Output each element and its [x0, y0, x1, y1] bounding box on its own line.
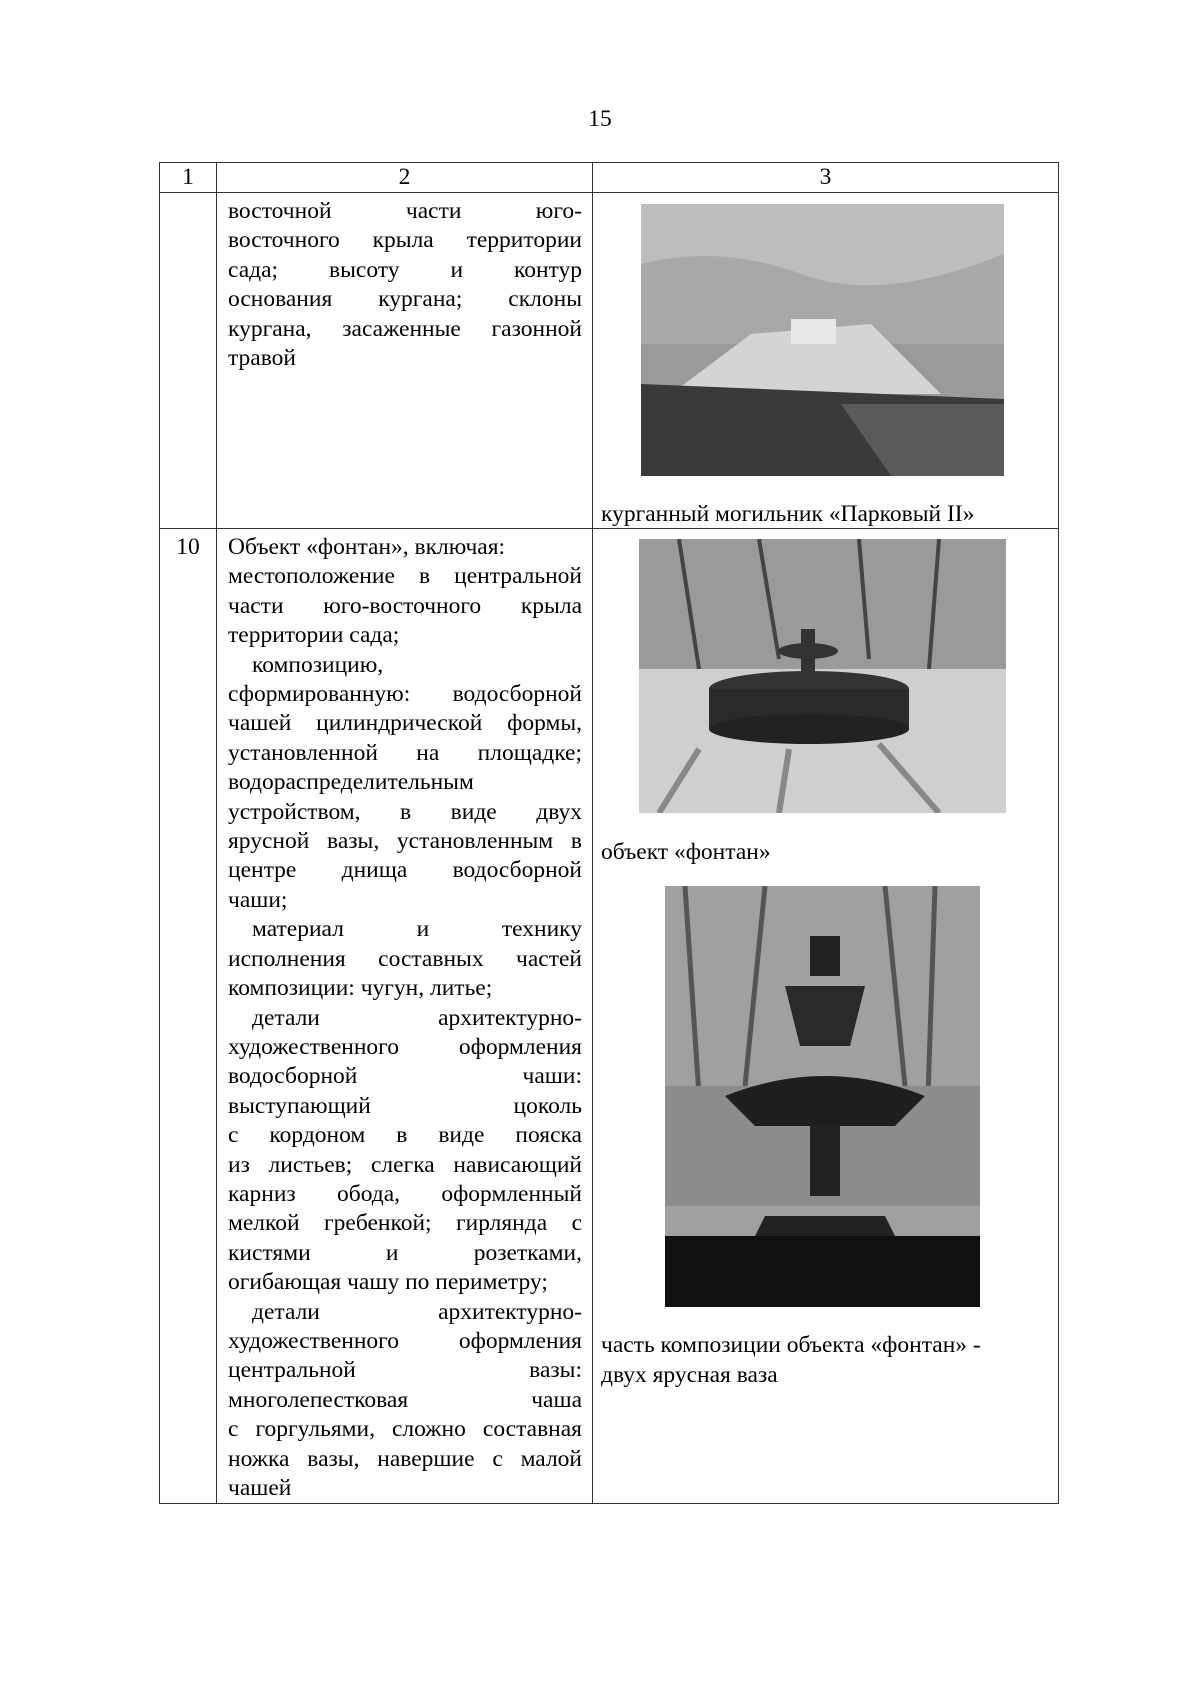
description-line: устройством, в виде двух [228, 798, 582, 825]
description-line: с кордоном в виде пояска [228, 1122, 582, 1149]
header-col-1: 1 [160, 163, 217, 193]
description-line: сформированную: водосборной [228, 681, 582, 708]
description-line: восточного крыла территории [228, 227, 582, 254]
description-line: части юго-восточного крыла [228, 592, 582, 619]
description-line: материал и технику [252, 916, 582, 943]
description-line: травой [228, 345, 296, 372]
description-line: композиции: чугун, литье; [228, 975, 493, 1002]
kurgan-caption: курганный могильник «Парковый II» [601, 501, 975, 527]
kurgan-photo [641, 204, 1004, 476]
description-line: Объект «фонтан», включая: [228, 534, 506, 560]
description-line: детали архитектурно- [252, 1004, 582, 1031]
table-header-row [160, 163, 1059, 193]
description-line: многолепестковая чаша [228, 1386, 582, 1413]
description-line: художественного оформления [228, 1033, 582, 1060]
description-line: детали архитектурно- [252, 1298, 582, 1325]
description-line: кистями и розетками, [228, 1239, 582, 1266]
description-line: выступающий цоколь [228, 1092, 582, 1119]
description-line: карниз обода, оформленный [228, 1180, 582, 1207]
row-number [160, 193, 217, 529]
description-line: восточной части юго- [228, 198, 582, 224]
description-line: местоположение в центральной [228, 563, 582, 590]
vase-caption-line: двух ярусная ваза [601, 1362, 778, 1388]
description-line: ножка вазы, навершие с малой [228, 1445, 582, 1472]
header-col-3: 3 [593, 163, 1059, 193]
description-line: основания кургана; склоны [228, 286, 582, 313]
header-col-2: 2 [217, 163, 593, 193]
description-line: из листьев; слегка нависающий [228, 1151, 582, 1178]
description-line: чашей [228, 1475, 292, 1501]
vase-caption-line: часть композиции объекта «фонтан» - [601, 1332, 981, 1358]
description-line: водораспределительным [228, 769, 474, 796]
description-line: чаши; [228, 886, 288, 913]
description-line: установленной на площадке; [228, 739, 582, 766]
description-line: сада; высоту и контур [228, 256, 582, 283]
description-line: центральной вазы: [228, 1357, 582, 1384]
fountain-caption: объект «фонтан» [601, 839, 771, 865]
description-line: мелкой гребенкой; гирлянда с [228, 1210, 582, 1237]
description-line: огибающая чашу по периметру; [228, 1269, 548, 1296]
row-description [217, 529, 593, 1504]
description-line: ярусной вазы, установленным в [228, 828, 582, 855]
description-line: с горгульями, сложно составная [228, 1416, 582, 1443]
row-number: 10 [160, 529, 217, 1504]
description-line: территории сада; [228, 622, 400, 649]
description-line: исполнения составных частей [228, 945, 582, 972]
description-line: художественного оформления [228, 1327, 582, 1354]
fountain-vase-photo [665, 886, 980, 1307]
description-line: композицию, [252, 651, 384, 678]
description-line: кургана, засаженные газонной [228, 315, 582, 342]
description-line: чашей цилиндрической формы, [228, 710, 582, 737]
row-description [217, 193, 593, 529]
vase-caption [601, 1330, 981, 1390]
description-line: центре днища водосборной [228, 857, 582, 884]
description-line: водосборной чаши: [228, 1063, 582, 1090]
fountain-photo [639, 539, 1006, 813]
page-number: 15 [588, 106, 612, 132]
